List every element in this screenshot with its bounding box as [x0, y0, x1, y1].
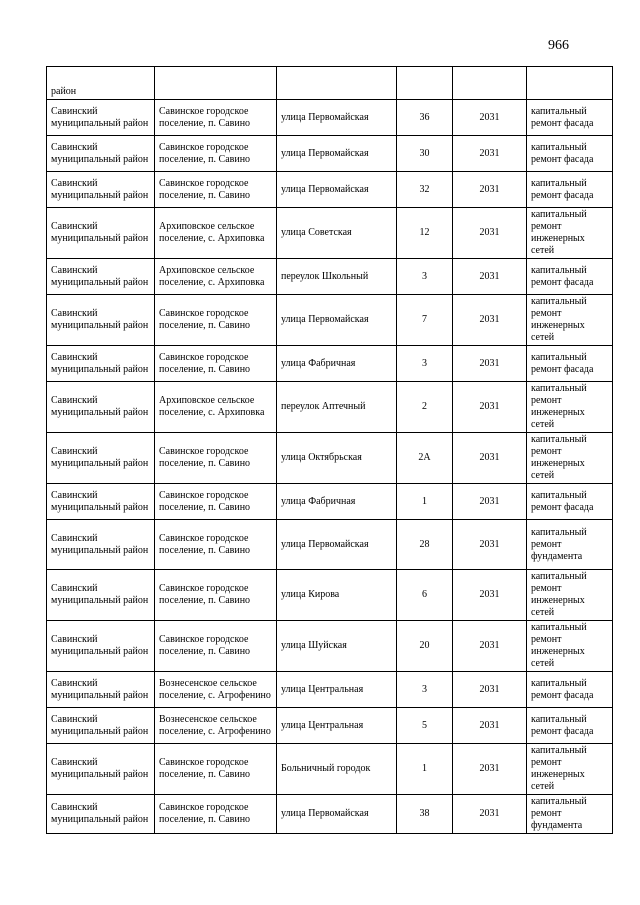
table-row-continuation — [47, 67, 613, 100]
year-cell: 2031 — [453, 621, 527, 672]
district-cell: район — [47, 67, 155, 100]
work-cell: капитальный ремонт фасада — [527, 484, 613, 520]
table-row — [47, 136, 613, 172]
district-cell: Савинский муниципальный район — [47, 672, 155, 708]
work-cell — [527, 67, 613, 100]
settlement-cell: Савинское городское поселение, п. Савино — [155, 484, 277, 520]
street-cell — [277, 67, 397, 100]
table-row — [47, 484, 613, 520]
settlement-cell: Савинское городское поселение, п. Савино — [155, 346, 277, 382]
street-cell: переулок Аптечный — [277, 382, 397, 433]
settlement-cell: Архиповское сельское поселение, с. Архиповка — [155, 259, 277, 295]
work-cell: капитальный ремонт инженерных сетей — [527, 382, 613, 433]
settlement-cell: Савинское городское поселение, п. Савино — [155, 520, 277, 570]
settlement-cell: Вознесенское сельское поселение, с. Агрофенино — [155, 672, 277, 708]
settlement-cell: Савинское городское поселение, п. Савино — [155, 100, 277, 136]
table-row — [47, 433, 613, 484]
house-cell: 12 — [397, 208, 453, 259]
work-cell: капитальный ремонт фасада — [527, 259, 613, 295]
year-cell: 2031 — [453, 672, 527, 708]
district-cell: Савинский муниципальный район — [47, 295, 155, 346]
settlement-cell: Савинское городское поселение, п. Савино — [155, 744, 277, 795]
year-cell: 2031 — [453, 208, 527, 259]
district-cell: Савинский муниципальный район — [47, 570, 155, 621]
work-cell: капитальный ремонт инженерных сетей — [527, 621, 613, 672]
work-cell: капитальный ремонт инженерных сетей — [527, 433, 613, 484]
year-cell: 2031 — [453, 172, 527, 208]
year-cell: 2031 — [453, 295, 527, 346]
district-cell: Савинский муниципальный район — [47, 433, 155, 484]
housing-repair-table — [46, 66, 613, 834]
street-cell: улица Фабричная — [277, 484, 397, 520]
table-row — [47, 621, 613, 672]
year-cell: 2031 — [453, 100, 527, 136]
table-row — [47, 208, 613, 259]
settlement-cell: Савинское городское поселение, п. Савино — [155, 795, 277, 834]
house-cell: 36 — [397, 100, 453, 136]
house-cell: 3 — [397, 672, 453, 708]
district-cell: Савинский муниципальный район — [47, 208, 155, 259]
year-cell: 2031 — [453, 259, 527, 295]
work-cell: капитальный ремонт инженерных сетей — [527, 295, 613, 346]
work-cell: капитальный ремонт фасада — [527, 100, 613, 136]
year-cell: 2031 — [453, 520, 527, 570]
house-cell: 38 — [397, 795, 453, 834]
year-cell: 2031 — [453, 570, 527, 621]
table-row — [47, 259, 613, 295]
street-cell: улица Первомайская — [277, 795, 397, 834]
settlement-cell: Савинское городское поселение, п. Савино — [155, 621, 277, 672]
work-cell: капитальный ремонт фундамента — [527, 520, 613, 570]
work-cell: капитальный ремонт инженерных сетей — [527, 570, 613, 621]
settlement-cell: Савинское городское поселение, п. Савино — [155, 172, 277, 208]
district-cell: Савинский муниципальный район — [47, 346, 155, 382]
year-cell: 2031 — [453, 136, 527, 172]
street-cell: улица Октябрьская — [277, 433, 397, 484]
house-cell: 6 — [397, 570, 453, 621]
table-row — [47, 570, 613, 621]
street-cell: улица Первомайская — [277, 295, 397, 346]
street-cell: улица Фабричная — [277, 346, 397, 382]
house-cell: 3 — [397, 346, 453, 382]
table-row — [47, 172, 613, 208]
year-cell: 2031 — [453, 708, 527, 744]
year-cell: 2031 — [453, 795, 527, 834]
house-cell: 2А — [397, 433, 453, 484]
house-cell: 3 — [397, 259, 453, 295]
table-row — [47, 672, 613, 708]
district-cell: Савинский муниципальный район — [47, 100, 155, 136]
table-row — [47, 708, 613, 744]
settlement-cell: Савинское городское поселение, п. Савино — [155, 433, 277, 484]
settlement-cell: Архиповское сельское поселение, с. Архиповка — [155, 208, 277, 259]
settlement-cell: Архиповское сельское поселение, с. Архиповка — [155, 382, 277, 433]
district-cell: Савинский муниципальный район — [47, 136, 155, 172]
work-cell: капитальный ремонт инженерных сетей — [527, 208, 613, 259]
settlement-cell — [155, 67, 277, 100]
table-row — [47, 382, 613, 433]
settlement-cell: Вознесенское сельское поселение, с. Агрофенино — [155, 708, 277, 744]
table-row — [47, 795, 613, 834]
district-cell: Савинский муниципальный район — [47, 382, 155, 433]
table-row — [47, 744, 613, 795]
work-cell: капитальный ремонт фасада — [527, 136, 613, 172]
house-cell: 30 — [397, 136, 453, 172]
year-cell: 2031 — [453, 346, 527, 382]
year-cell: 2031 — [453, 744, 527, 795]
street-cell: улица Советская — [277, 208, 397, 259]
street-cell: улица Первомайская — [277, 100, 397, 136]
table-row — [47, 295, 613, 346]
work-cell: капитальный ремонт фасада — [527, 708, 613, 744]
house-cell — [397, 67, 453, 100]
settlement-cell: Савинское городское поселение, п. Савино — [155, 570, 277, 621]
district-cell: Савинский муниципальный район — [47, 744, 155, 795]
street-cell: улица Центральная — [277, 672, 397, 708]
page-number: 966 — [548, 38, 569, 53]
table-row — [47, 100, 613, 136]
district-cell: Савинский муниципальный район — [47, 172, 155, 208]
district-cell: Савинский муниципальный район — [47, 484, 155, 520]
house-cell: 1 — [397, 484, 453, 520]
street-cell: Больничный городок — [277, 744, 397, 795]
settlement-cell: Савинское городское поселение, п. Савино — [155, 136, 277, 172]
district-cell: Савинский муниципальный район — [47, 621, 155, 672]
work-cell: капитальный ремонт фасада — [527, 346, 613, 382]
house-cell: 1 — [397, 744, 453, 795]
work-cell: капитальный ремонт фасада — [527, 672, 613, 708]
street-cell: улица Первомайская — [277, 172, 397, 208]
street-cell: улица Шуйская — [277, 621, 397, 672]
work-cell: капитальный ремонт фундамента — [527, 795, 613, 834]
street-cell: улица Первомайская — [277, 136, 397, 172]
district-cell: Савинский муниципальный район — [47, 520, 155, 570]
district-cell: Савинский муниципальный район — [47, 795, 155, 834]
house-cell: 28 — [397, 520, 453, 570]
street-cell: улица Кирова — [277, 570, 397, 621]
year-cell — [453, 67, 527, 100]
district-cell: Савинский муниципальный район — [47, 708, 155, 744]
table-row — [47, 346, 613, 382]
street-cell: переулок Школьный — [277, 259, 397, 295]
street-cell: улица Центральная — [277, 708, 397, 744]
house-cell: 7 — [397, 295, 453, 346]
district-cell: Савинский муниципальный район — [47, 259, 155, 295]
street-cell: улица Первомайская — [277, 520, 397, 570]
settlement-cell: Савинское городское поселение, п. Савино — [155, 295, 277, 346]
table-row — [47, 520, 613, 570]
house-cell: 32 — [397, 172, 453, 208]
work-cell: капитальный ремонт фасада — [527, 172, 613, 208]
house-cell: 2 — [397, 382, 453, 433]
year-cell: 2031 — [453, 382, 527, 433]
house-cell: 5 — [397, 708, 453, 744]
year-cell: 2031 — [453, 433, 527, 484]
year-cell: 2031 — [453, 484, 527, 520]
house-cell: 20 — [397, 621, 453, 672]
work-cell: капитальный ремонт инженерных сетей — [527, 744, 613, 795]
